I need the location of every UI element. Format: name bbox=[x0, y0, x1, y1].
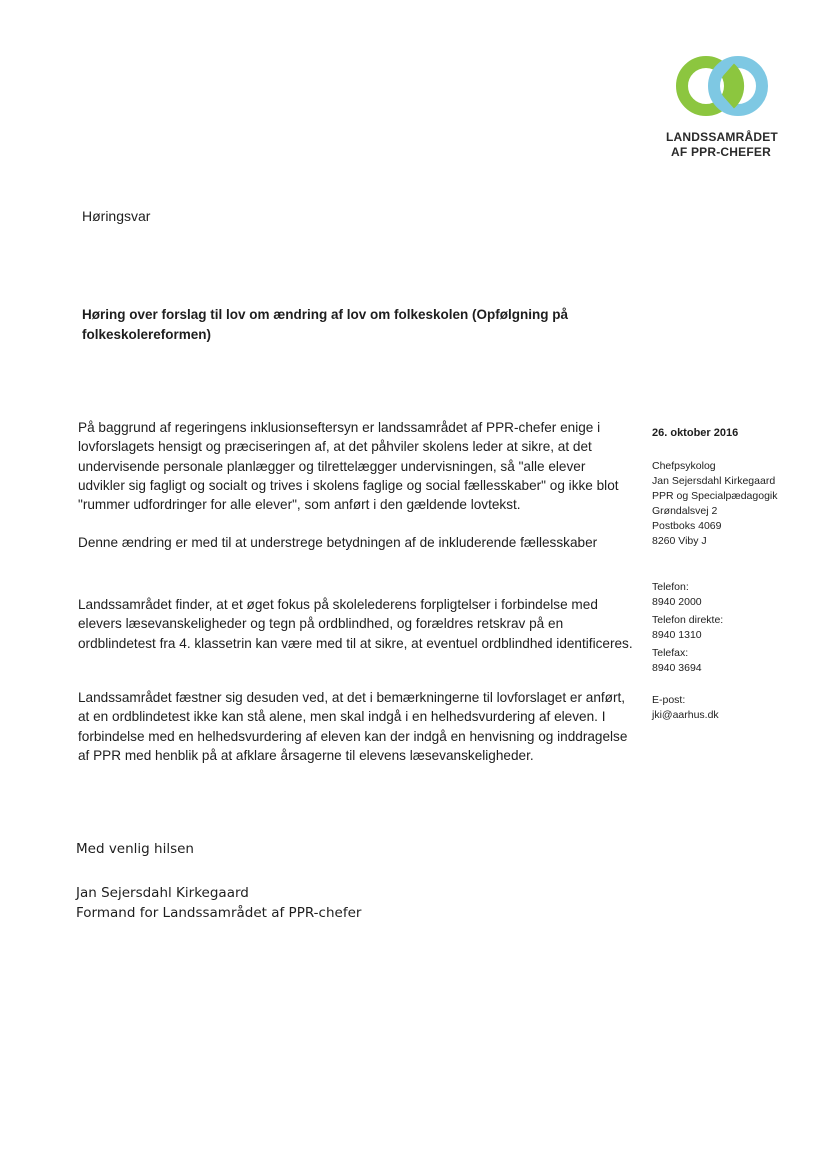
paragraph-4: Landssamrådet fæstner sig desuden ved, at det i bemærkningerne til lovforslaget er anført, at en ordblindetest ikke kan stå alene, men skal indgå i en helhedsvurdering af eleven. I forbindelse med en helhedsvurdering af eleven kan der indgå en henvisning og inddragelse af PPR med henblik på at afklare årsagerne til elevens læsevanskeligheder. bbox=[78, 690, 628, 763]
email-value[interactable]: jki@aarhus.dk bbox=[652, 709, 719, 721]
logo-wordmark bbox=[666, 130, 776, 160]
phone-value: 8940 2000 bbox=[652, 596, 702, 608]
paragraph-3: Landssamrådet finder, at et øget fokus på skolelederens forpligtelser i forbindelse med elevers læsevanskeligheder og tegn på ordblindhed, og forældres retskrav på en ordblindetest fra 4. klassetrin kan være med til at sikre, at eventuel ordblindhed identificeres. bbox=[78, 597, 633, 651]
signature-block bbox=[76, 883, 361, 923]
closing-salutation: Med venlig hilsen bbox=[76, 841, 194, 857]
direct-phone-label: Telefon direkte: bbox=[652, 614, 724, 626]
logo-line-1: LANDSSAMRÅDET bbox=[666, 130, 778, 144]
direct-phone-value: 8940 1310 bbox=[652, 629, 702, 641]
sender-name: Jan Sejersdahl Kirkegaard bbox=[652, 475, 776, 487]
sender-organization: PPR og Specialpædagogik bbox=[652, 490, 778, 502]
sender-pobox: Postboks 4069 bbox=[652, 520, 722, 532]
subject-heading: Høring over forslag til lov om ændring af lov om folkeskolen (Opfølgning på folkeskolereformen) bbox=[82, 307, 569, 342]
phone-label: Telefon: bbox=[652, 581, 689, 593]
signature-title: Formand for Landssamrådet af PPR-chefer bbox=[76, 905, 362, 921]
paragraph-2: Denne ændring er med til at understrege betydningen af de inkluderende fællesskaber bbox=[78, 535, 598, 550]
sender-street: Grøndalsvej 2 bbox=[652, 505, 718, 517]
fax-label: Telefax: bbox=[652, 647, 689, 659]
document-type: Høringsvar bbox=[82, 208, 151, 224]
signature-name: Jan Sejersdahl Kirkegaard bbox=[76, 885, 249, 901]
sender-role: Chefpsykolog bbox=[652, 460, 716, 472]
email-label: E-post: bbox=[652, 694, 686, 706]
sender-address bbox=[652, 459, 822, 549]
paragraph-1: På baggrund af regeringens inklusionseftersyn er landssamrådet af PPR-chefer enige i lovforslagets hensigt og præciseringen af, at det påhviler skolens leder at sikre, at det undervisende personale planlægger og tilrettelægger undervisningen, så "alle elever udvikler sig fagligt og socialt og trives i skolens faglige og social fællesskaber" og ikke blot "rummer udfordringer for alle elever", som anført i den gældende lovtekst. bbox=[78, 420, 619, 513]
sender-email bbox=[652, 693, 822, 723]
letter-date: 26. oktober 2016 bbox=[652, 427, 739, 439]
sender-city: 8260 Viby J bbox=[652, 535, 707, 547]
sender-contact bbox=[652, 580, 822, 679]
linked-rings-logo-icon bbox=[672, 54, 772, 118]
logo-line-2: AF PPR-CHEFER bbox=[671, 145, 771, 159]
fax-value: 8940 3694 bbox=[652, 662, 702, 674]
